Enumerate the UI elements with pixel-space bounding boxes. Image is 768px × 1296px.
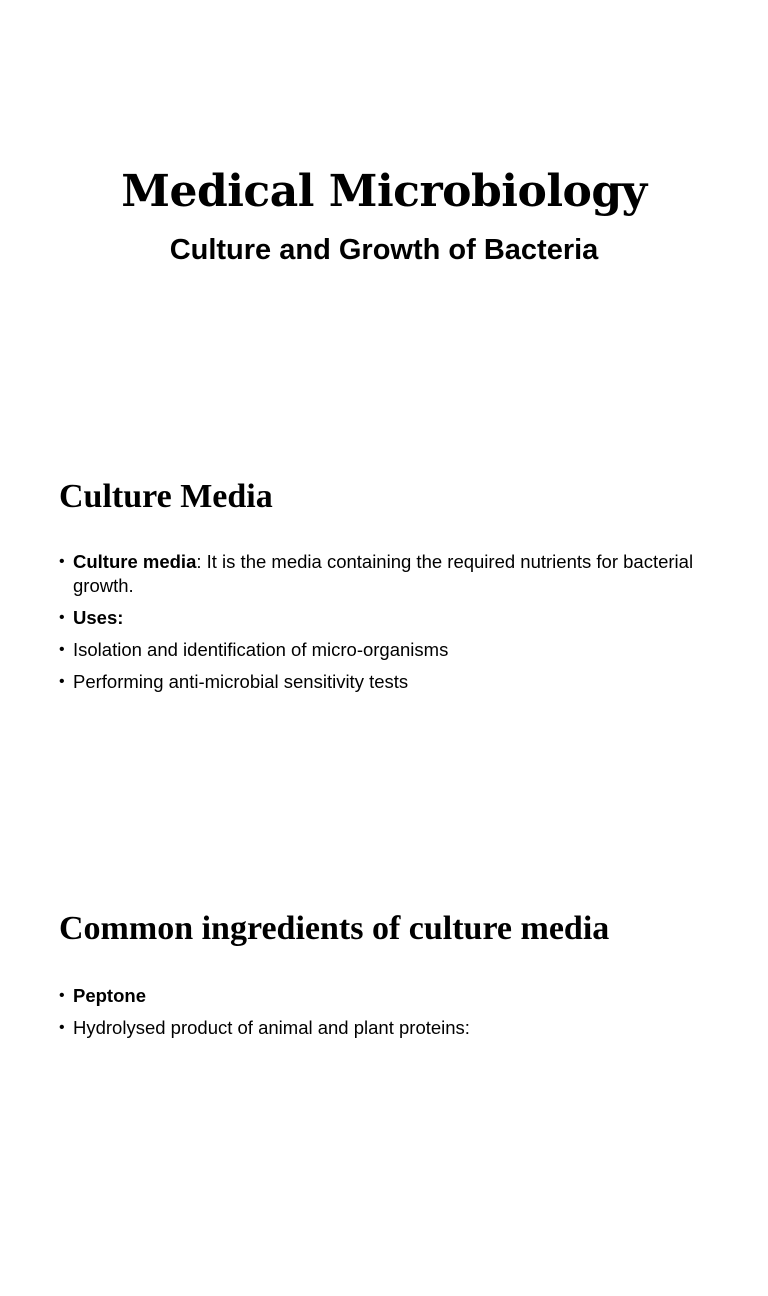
bullet-text: : It is the media containing the required nutrients for bacterial growth.: [73, 551, 694, 596]
bullet-icon: •: [59, 609, 65, 626]
list-item: [59, 1016, 699, 1040]
slide-heading: Culture Media: [59, 478, 273, 515]
bullet-icon: •: [59, 987, 65, 1004]
bullet-icon: •: [59, 1019, 65, 1036]
bullet-list: [59, 550, 699, 702]
list-item: [59, 550, 699, 598]
bullet-text: Hydrolysed product of animal and plant proteins:: [73, 1017, 470, 1038]
bullet-icon: •: [59, 641, 65, 658]
bullet-text: Isolation and identification of micro-organisms: [73, 639, 449, 660]
title-slide: [0, 0, 768, 432]
list-item: [59, 670, 699, 694]
bullet-term: Peptone: [73, 985, 146, 1006]
list-item: [59, 984, 699, 1008]
document-title: Medical Microbiology: [121, 166, 647, 217]
bullet-icon: •: [59, 553, 65, 570]
bullet-term: Uses:: [73, 607, 124, 628]
slide-heading: Common ingredients of culture media: [59, 910, 610, 947]
bullet-term: Culture media: [73, 551, 197, 572]
list-item: [59, 638, 699, 662]
list-item: [59, 606, 699, 630]
ingredients-slide: [0, 864, 768, 1296]
bullet-list: [59, 984, 699, 1048]
bullet-icon: •: [59, 673, 65, 690]
culture-media-slide: [0, 432, 768, 864]
bullet-text: Performing anti-microbial sensitivity tests: [73, 671, 409, 692]
document-subtitle: Culture and Growth of Bacteria: [169, 234, 599, 266]
